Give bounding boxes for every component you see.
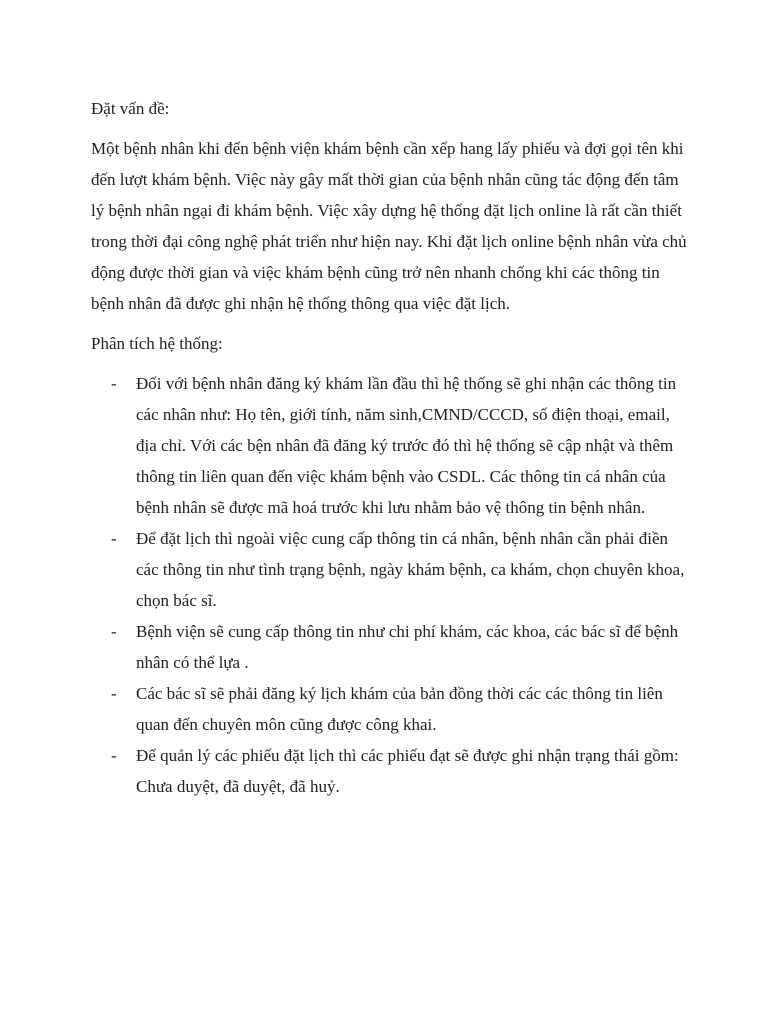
- bullet-marker: -: [111, 374, 117, 393]
- bullet-marker: -: [111, 622, 117, 641]
- bullet-marker: -: [111, 684, 117, 703]
- document-body: [91, 93, 691, 802]
- bullet-text: Bệnh viện sẽ cung cấp thông tin như chi phí khám, các khoa, các bác sĩ để bệnh nhân có thể lựa .: [136, 622, 679, 672]
- heading-problem-statement: Đặt vấn đề:: [91, 99, 170, 118]
- bullet-marker: -: [111, 746, 117, 765]
- bullet-item-booking-info: [91, 523, 691, 616]
- bullet-text: Để đặt lịch thì ngoài việc cung cấp thông tin cá nhân, bệnh nhân cần phải điền các thông tin như tình trạng bệnh, ngày khám bệnh, ca khám, chọn chuyên khoa, chọn bác sĩ.: [136, 529, 685, 610]
- bullet-text: Đối với bệnh nhân đăng ký khám lần đầu thì hệ thống sẽ ghi nhận các thông tin các nhân như: Họ tên, giới tính, năm sinh,CMND/CCCD, số điện thoại, email, địa chỉ. Với các bện nhân đã đăng ký trước đó thì hệ thống sẽ cập nhật và thêm thông tin liên quan đến việc khám bệnh vào CSDL. Các thông tin cá nhân của bệnh nhân sẽ được mã hoá trước khi lưu nhằm bảo vệ thông tin bệnh nhân.: [136, 374, 677, 517]
- bullet-marker: -: [111, 529, 117, 548]
- intro-paragraph: Một bệnh nhân khi đến bệnh viện khám bệnh cần xếp hang lấy phiếu và đợi gọi tên khi đến lượt khám bệnh. Việc này gây mất thời gian của bệnh nhân cũng tác động đến tâm lý bệnh nhân ngại đi khám bệnh. Việc xây dựng hệ thống đặt lịch online là rất cần thiết trong thời đại công nghệ phát triển như hiện nay. Khi đặt lịch online bệnh nhân vừa chủ động được thời gian và việc khám bệnh cũng trở nên nhanh chống khi các thông tin bệnh nhân đã được ghi nhận hệ thống thông qua việc đặt lịch.: [91, 139, 687, 313]
- bullet-item-doctor-schedule: [91, 678, 691, 740]
- bullet-item-patient-info: [91, 368, 691, 523]
- bullet-text: Các bác sĩ sẽ phải đăng ký lịch khám của bản đồng thời các các thông tin liên quan đến chuyên môn cũng được công khai.: [136, 684, 663, 734]
- bullet-item-hospital-info: [91, 616, 691, 678]
- analysis-bullet-list: [91, 368, 691, 802]
- heading-system-analysis: Phân tích hệ thống:: [91, 334, 223, 353]
- bullet-item-ticket-status: [91, 740, 691, 802]
- bullet-text: Để quản lý các phiếu đặt lịch thì các phiếu đạt sẽ được ghi nhận trạng thái gồm: Chưa duyệt, đã duyệt, đã huỷ.: [136, 746, 679, 796]
